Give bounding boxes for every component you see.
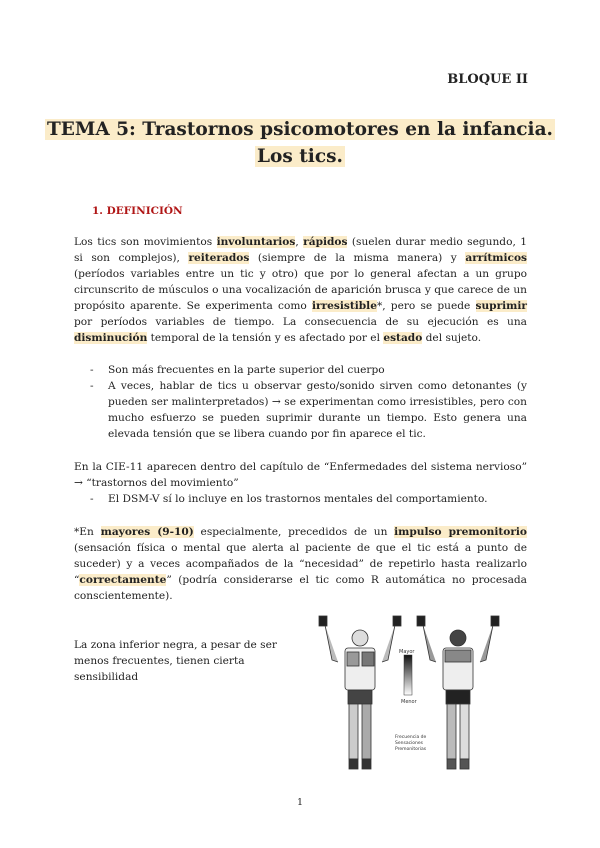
keyword: irresistible	[311, 300, 377, 312]
text-run: especialmente, precedidos de un	[193, 526, 395, 538]
text-run: temporal de la tensión y es afectado por el	[147, 332, 384, 344]
page-title	[0, 116, 600, 170]
text-run: (suelen durar medio segundo, 1 si son complejos),	[74, 236, 527, 264]
premonitory-paragraph	[74, 524, 527, 604]
text-run: (sensación física o mental que alerta al paciente de que el tic está a punto de suceder) y a veces acompañados de la “necesidad” de repetirlo hasta realizarlo “	[74, 542, 527, 586]
list-item: - El DSM-V sí lo incluye en los trastornos mentales del comportamiento.	[74, 491, 527, 507]
keyword: correctamente	[79, 574, 167, 586]
keyword: estado	[383, 332, 423, 344]
text-run: *, pero se puede	[376, 300, 476, 312]
scale-top-label: Mayor	[399, 649, 415, 655]
text-run: (períodos variables entre un tic y otro) que por lo general afectan a un grupo circunscrito de músculos o una vocalización de aparición brusca y que carece de un propósito aparente. Se experimenta como	[74, 268, 527, 312]
keyword: disminución	[74, 332, 148, 344]
bullet-list-1	[74, 362, 527, 442]
keyword: impulso premonitorio	[394, 526, 527, 538]
legend-line-2: Sensaciones	[395, 741, 424, 746]
body-diagrams-svg	[305, 610, 525, 785]
legend-line-1: Frecuencia de	[395, 735, 427, 740]
text-run: ,	[295, 236, 304, 248]
block-label: BLOQUE II	[447, 72, 528, 87]
text-run: *En	[74, 526, 101, 538]
body-front-figure	[319, 616, 401, 769]
text-run: por períodos variables de tiempo. La consecuencia de su ejecución es una	[74, 316, 527, 328]
text-run: ” (podría considerarse el tic como R automática no procesada conscientemente).	[74, 574, 527, 602]
keyword: reiterados	[188, 252, 250, 264]
sensitivity-scale	[395, 649, 427, 752]
keyword: mayores (9-10)	[100, 526, 194, 538]
keyword: rápidos	[303, 236, 348, 248]
figure-caption: La zona inferior negra, a pesar de ser menos frecuentes, tienen cierta sensibilidad	[74, 639, 277, 683]
list-item: - Son más frecuentes en la parte superior del cuerpo	[74, 362, 527, 378]
text-run: Los tics son movimientos	[74, 236, 217, 248]
body-sensation-figure	[305, 610, 525, 785]
keyword: arrítmicos	[465, 252, 527, 264]
text-run: del sujeto.	[422, 332, 482, 344]
list-item: - A veces, hablar de tics u observar gesto/sonido sirven como detonantes (y pueden ser malinterpretados) → se experimentan como irresistibles, pero con mucho esfuerzo se pueden suprimir durante un tiempo. Esto genera una elevada tensión que se libera cuando por fin aparece el tic.	[74, 378, 527, 442]
text-run: (siempre de la misma manera) y	[249, 252, 466, 264]
section-heading-definicion: 1. DEFINICIÓN	[92, 205, 183, 217]
cie-paragraph: En la CIE-11 aparecen dentro del capítulo de “Enfermedades del sistema nervioso” → “trastornos del movimiento”	[74, 461, 527, 489]
definition-paragraph	[74, 234, 527, 346]
keyword: suprimir	[475, 300, 527, 312]
keyword: involuntarios	[216, 236, 296, 248]
bullet-list-2	[74, 491, 527, 507]
body-back-figure	[417, 616, 499, 769]
title-line-1: TEMA 5: Trastornos psicomotores en la infancia.	[47, 119, 553, 140]
scale-bottom-label: Menor	[401, 699, 417, 705]
legend-line-3: Premonitorias	[395, 747, 427, 752]
title-line-2: Los tics.	[257, 146, 343, 167]
page-number: 1	[296, 797, 304, 808]
